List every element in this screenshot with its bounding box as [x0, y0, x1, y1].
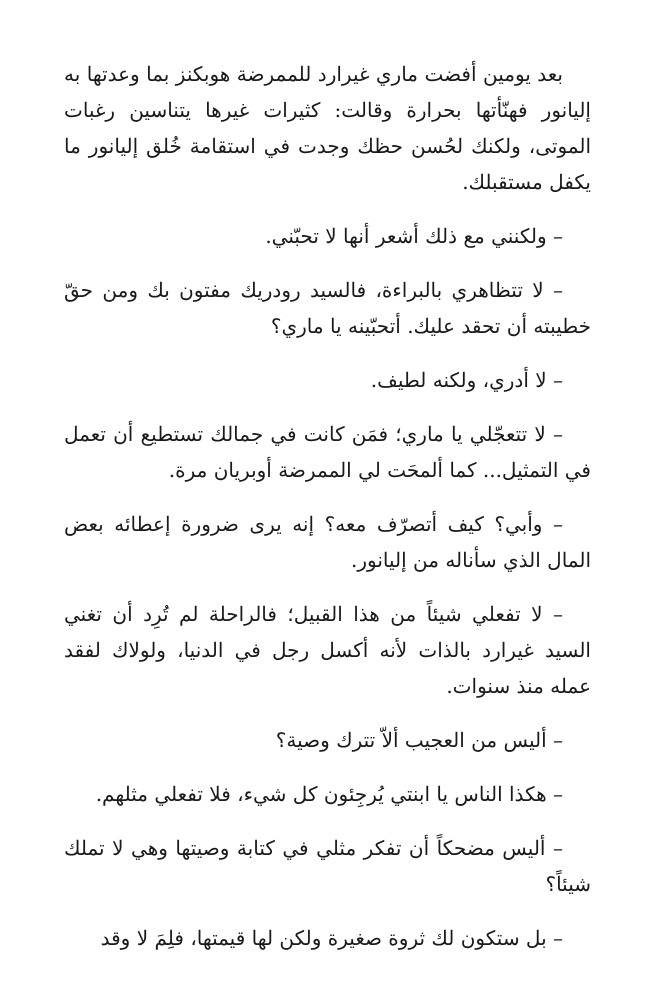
dialogue-line: – هكذا الناس يا ابنتي يُرجِئون كل شيء، فلا تفعلي مثلهم.	[95, 782, 563, 806]
narration-paragraph: بعد يومين أفضت ماري غيرارد للممرضة هوبكنز بما وعدتها به إليانور فهنّأتها بحرارة وقالت: كثيرات غيرها يتناسين رغبات الموتى، ولكنك لحُسن حظك وجدت في استقامة خُلق إليانور ما يكفل مستقبلك.	[64, 62, 591, 194]
dialogue-line: – لا تتعجّلي يا ماري؛ فمَن كانت في جمالك تستطيع أن تعمل في التمثيل... كما ألمحَت لي الممرضة أوبريان مرة.	[64, 422, 591, 482]
dialogue-line: – لا تتظاهري بالبراءة، فالسيد رودريك مفتون بك ومن حقّ خطيبته أن تحقد عليك. أتحبّينه يا ماري؟	[64, 278, 591, 338]
dialogue-line: – أليس من العجيب ألاّ تترك وصية؟	[275, 728, 563, 752]
dialogue-line: – بل ستكون لك ثروة صغيرة ولكن لها قيمتها، فلِمَ لا وقد	[100, 926, 563, 950]
dialogue-line: – لا أدري، ولكنه لطيف.	[370, 368, 563, 392]
dialogue-line: – ولكنني مع ذلك أشعر أنها لا تحبّني.	[265, 224, 563, 248]
dialogue-line: – لا تفعلي شيئاً من هذا القبيل؛ فالراحلة لم تُرِد أن تغني السيد غيرارد بالذات لأنه أكسل رجل في الدنيا، ولولاك لفقد عمله منذ سنوات.	[64, 602, 591, 698]
dialogue-line: – وأبي؟ كيف أتصرّف معه؟ إنه يرى ضرورة إعطائه بعض المال الذي سأناله من إليانور.	[64, 512, 591, 572]
dialogue-line: – أليس مضحكاً أن تفكر مثلي في كتابة وصيتها وهي لا تملك شيئاً؟	[64, 836, 591, 896]
